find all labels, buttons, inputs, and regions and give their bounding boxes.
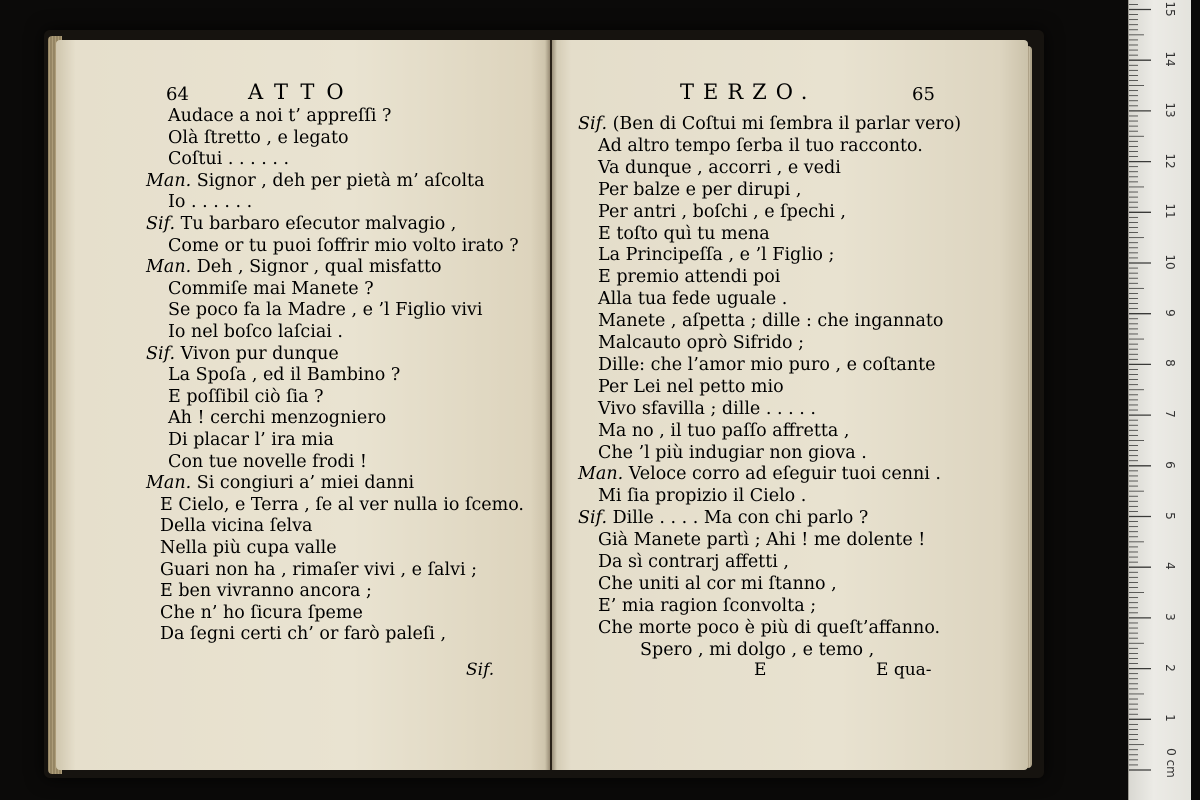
verse-text: E Cielo, e Terra , ſe al ver nulla io ſcemo. bbox=[160, 494, 524, 515]
speaker-label: Sif. bbox=[146, 214, 176, 234]
text-line bbox=[598, 421, 849, 441]
verse-text: Da ſegni certi ch’ or farò paleſi , bbox=[160, 624, 447, 645]
verse-text: Io nel boſco laſciai . bbox=[168, 322, 343, 342]
text-line bbox=[160, 581, 372, 601]
verse-text: Coſtui . . . . . . bbox=[168, 149, 290, 170]
ruler-number: 9 bbox=[1163, 308, 1177, 317]
text-line bbox=[598, 618, 940, 638]
ruler-number: 12 bbox=[1163, 152, 1177, 169]
verse-text: La Spoſa , ed il Bambino ? bbox=[168, 365, 401, 386]
ruler-ticks bbox=[1129, 0, 1191, 800]
verse-text: E premio attendi poi bbox=[598, 267, 781, 288]
text-line bbox=[598, 289, 787, 309]
text-line bbox=[168, 128, 349, 148]
text-line bbox=[168, 430, 334, 450]
right-running-header: TERZO. bbox=[680, 80, 817, 104]
ruler-number: 7 bbox=[1163, 410, 1177, 418]
speaker-label: Man. bbox=[146, 257, 192, 278]
text-line bbox=[168, 106, 391, 126]
text-line bbox=[598, 136, 923, 156]
verse-text: Ah ! cerchi menzogniero bbox=[168, 408, 387, 429]
verse-text: Veloce corro ad eſeguir tuoi cenni . bbox=[628, 464, 941, 485]
text-line bbox=[598, 574, 837, 594]
text-line bbox=[598, 180, 801, 200]
right-page-number: 65 bbox=[912, 84, 935, 105]
verse-text: Va dunque , accorri , e vedi bbox=[598, 157, 841, 178]
ruler-number: 13 bbox=[1163, 102, 1177, 118]
text-line bbox=[598, 333, 804, 353]
ruler-unit-label: 0 cm bbox=[1164, 748, 1178, 778]
text-line bbox=[160, 516, 312, 536]
verse-text: Deh , Signor , qual misfatto bbox=[196, 257, 442, 278]
verse-text: Per Lei nel petto mio bbox=[598, 376, 784, 397]
text-line bbox=[168, 279, 374, 299]
verse-text: Che morte poco è più di queſt’affanno. bbox=[598, 617, 941, 638]
text-line bbox=[598, 399, 816, 419]
ruler-number: 5 bbox=[1163, 511, 1177, 520]
text-line bbox=[160, 538, 337, 558]
text-line bbox=[146, 344, 339, 364]
speaker-label: Sif. bbox=[146, 343, 176, 364]
left-running-header: ATTO bbox=[248, 80, 356, 104]
verse-text: Ad altro tempo ſerba il tuo racconto. bbox=[598, 135, 923, 156]
text-line bbox=[598, 158, 841, 178]
text-line bbox=[168, 322, 343, 342]
verse-text: Per antri , boſchi , e ſpechi , bbox=[598, 201, 846, 222]
verse-text: Nella più cupa valle bbox=[160, 538, 337, 558]
verse-text: Dille . . . . Ma con chi parlo ? bbox=[612, 508, 869, 529]
verse-text: Per balze e per dirupi , bbox=[598, 179, 802, 200]
verse-text: Della vicina ſelva bbox=[160, 516, 313, 537]
ruler-number: 11 bbox=[1163, 203, 1177, 219]
speaker-label: Man. bbox=[578, 464, 624, 485]
verse-text: Signor , deh per pietà m’ aſcolta bbox=[196, 170, 485, 191]
text-line bbox=[598, 443, 867, 463]
text-line bbox=[168, 192, 252, 212]
text-line bbox=[640, 640, 874, 660]
verse-text: Con tue novelle frodi ! bbox=[168, 451, 367, 472]
verse-text: Mi ſia propizio il Cielo . bbox=[598, 486, 807, 507]
text-line bbox=[598, 202, 846, 222]
ruler-number: 8 bbox=[1163, 359, 1177, 368]
verse-text: Dille: che l’amor mio puro , e coſtante bbox=[598, 354, 936, 375]
left-catchword: Sif. bbox=[466, 660, 495, 680]
verse-text: Da sì contrarj affetti , bbox=[598, 552, 789, 572]
verse-text: Si congiuri a’ miei danni bbox=[196, 473, 415, 494]
text-line bbox=[578, 464, 941, 484]
verse-text: Io . . . . . . bbox=[168, 192, 253, 213]
text-line bbox=[598, 377, 784, 397]
text-line bbox=[146, 214, 456, 234]
speaker-label: Sif. bbox=[578, 508, 608, 529]
verse-text: Alla tua fede uguale . bbox=[598, 289, 788, 310]
ruler-number: 2 bbox=[1163, 663, 1177, 672]
right-catchword: E qua- bbox=[876, 660, 932, 680]
text-line bbox=[598, 486, 806, 506]
left-page-number: 64 bbox=[166, 84, 189, 105]
ruler-number: 15 bbox=[1163, 0, 1177, 17]
verse-text: Guari non ha , rimaſer vivi , e ſalvi ; bbox=[160, 559, 478, 580]
verse-text: Come or tu puoi ſoffrir mio volto irato ? bbox=[168, 235, 519, 256]
text-line bbox=[168, 149, 289, 169]
ruler-number: 3 bbox=[1163, 613, 1177, 621]
verse-text: E toſto quì tu mena bbox=[598, 223, 770, 244]
text-line bbox=[168, 300, 482, 320]
verse-text: Malcauto oprò Sifrido ; bbox=[598, 333, 805, 353]
ruler-number: 4 bbox=[1163, 562, 1177, 570]
verse-text: Manete , aſpetta ; dille : che ingannato bbox=[598, 311, 944, 332]
text-line bbox=[168, 236, 519, 256]
text-line bbox=[160, 624, 446, 644]
verse-text: Che ’l più indugiar non giova . bbox=[598, 442, 867, 463]
speaker-label: Man. bbox=[146, 473, 192, 494]
verse-text: Audace a noi t’ appreſſi ? bbox=[168, 106, 392, 126]
verse-text: Olà ſtretto , e legato bbox=[168, 127, 349, 148]
text-line bbox=[146, 171, 485, 191]
text-line bbox=[598, 530, 925, 550]
text-line bbox=[598, 552, 789, 572]
text-line bbox=[598, 267, 780, 287]
text-line bbox=[598, 596, 816, 616]
verse-text: Spero , mi dolgo , e temo , bbox=[640, 639, 875, 660]
ruler-number: 14 bbox=[1163, 51, 1177, 67]
verse-text: La Principeſſa , e ’l Figlio ; bbox=[598, 245, 835, 266]
verse-text: Vivon pur dunque bbox=[180, 343, 339, 364]
text-line bbox=[598, 245, 834, 265]
text-line bbox=[160, 495, 524, 515]
verse-text: E ben vivranno ancora ; bbox=[160, 581, 372, 602]
book-gutter bbox=[545, 40, 557, 770]
text-line bbox=[578, 114, 961, 134]
verse-text: Se poco fa la Madre , e ’l Figlio vivi bbox=[168, 300, 483, 321]
text-line bbox=[168, 387, 324, 407]
text-line bbox=[146, 473, 414, 493]
text-line bbox=[598, 224, 770, 244]
speaker-label: Sif. bbox=[578, 114, 608, 134]
verse-text: Che n’ ho ſicura ſpeme bbox=[160, 602, 363, 623]
text-line bbox=[146, 257, 442, 277]
verse-text: Commiſe mai Manete ? bbox=[168, 278, 374, 299]
text-line bbox=[168, 408, 386, 428]
text-line bbox=[160, 603, 363, 623]
signature-mark: E bbox=[754, 660, 767, 680]
verse-text: E poſſibil ciò ſia ? bbox=[168, 386, 324, 407]
text-line bbox=[160, 560, 477, 580]
speaker-label: Man. bbox=[146, 170, 192, 191]
text-line bbox=[168, 365, 400, 385]
text-line bbox=[578, 508, 868, 528]
ruler-number: 1 bbox=[1163, 714, 1177, 723]
ruler-number: 10 bbox=[1163, 254, 1177, 270]
verse-text: Già Manete partì ; Ahi ! me dolente ! bbox=[598, 530, 926, 551]
ruler-number: 6 bbox=[1163, 460, 1177, 469]
verse-text: Vivo sfavilla ; dille . . . . . bbox=[598, 398, 816, 419]
verse-text: E’ mia ragion ſconvolta ; bbox=[598, 595, 817, 616]
verse-text: Tu barbaro eſecutor malvagio , bbox=[180, 214, 457, 234]
verse-text: (Ben di Coſtui mi ſembra il parlar vero) bbox=[612, 114, 962, 134]
verse-text: Che uniti al cor mi ſtanno , bbox=[598, 573, 837, 594]
measuring-ruler bbox=[1128, 0, 1191, 800]
verse-text: Di placar l’ ira mia bbox=[168, 430, 334, 450]
text-line bbox=[598, 311, 943, 331]
text-line bbox=[598, 355, 936, 375]
verse-text: Ma no , il tuo paſſo affretta , bbox=[598, 420, 850, 441]
text-line bbox=[168, 452, 367, 472]
